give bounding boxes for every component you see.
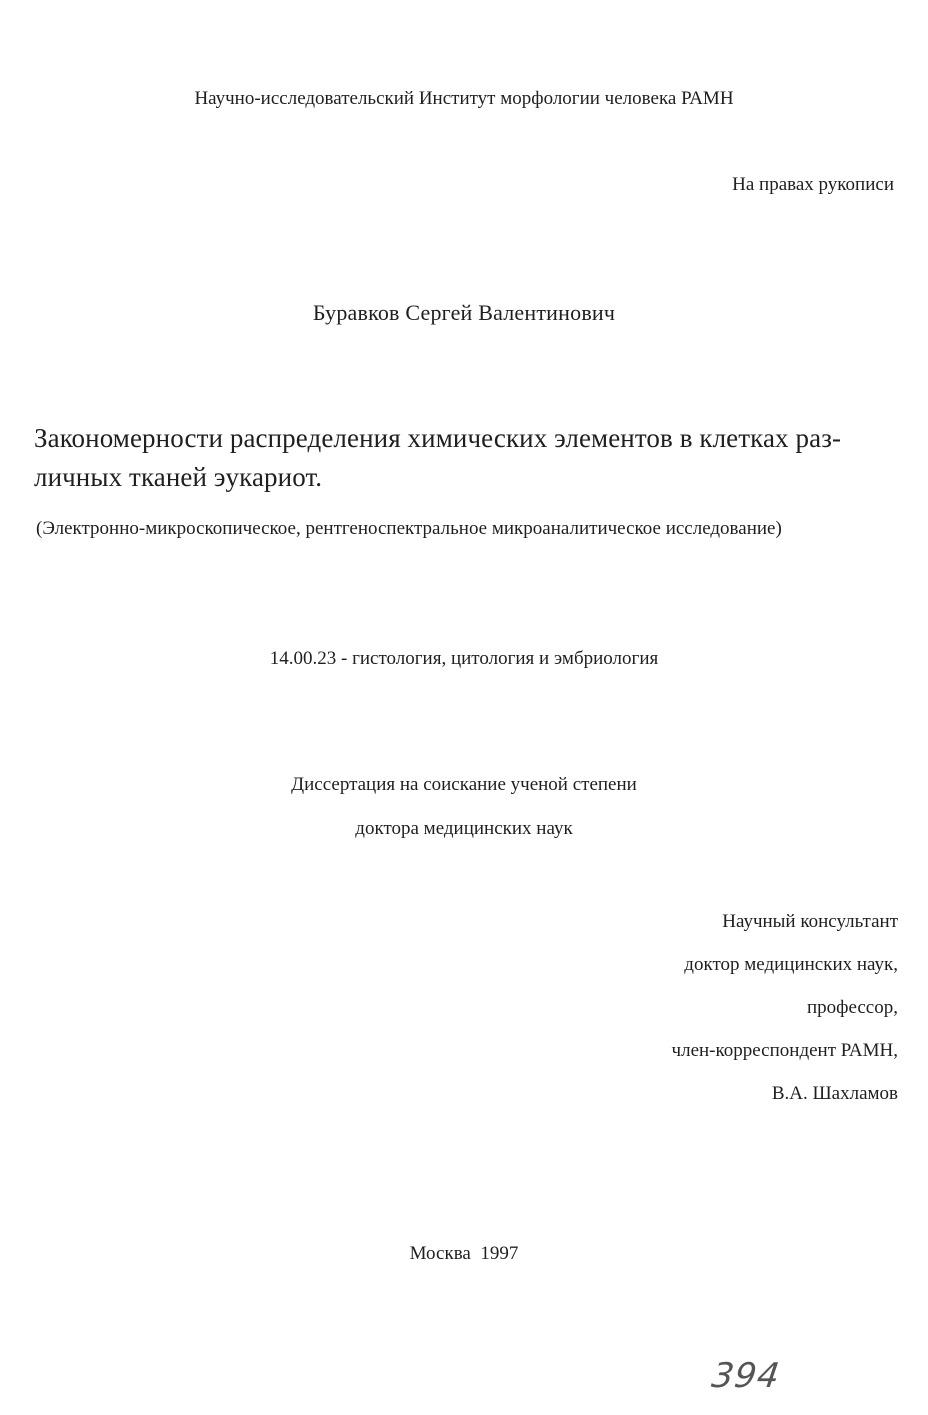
title-line-2: личных тканей эукариот. [34,462,323,492]
dissertation-line-2: доктора медицинских наук [355,818,573,839]
dissertation-line-1: Диссертация на соискание ученой степени [291,774,637,795]
specialty-code: 14.00.23 - гистология, цитология и эмбриология [269,648,659,669]
title-line-1: Закономерности распределения химических элементов в клетках раз- [34,423,842,453]
rights-notice: На правах рукописи [732,174,894,195]
consultant-block [672,900,898,1115]
place-year: Москва 1997 [409,1243,519,1264]
consultant-line-2: доктор медицинских наук, [684,954,898,975]
consultant-line-1: Научный консультант [722,911,898,932]
author-name: Буравков Сергей Валентинович [312,300,616,325]
consultant-line-4: член-корреспондент РАМН, [671,1040,898,1061]
consultant-line-5: В.А. Шахламов [771,1083,898,1104]
consultant-line-3: профессор, [806,997,898,1018]
subtitle: (Электронно-микроскопическое, рентгеноспектральное микроаналитическое исследование) [36,518,782,539]
handwritten-page-number: 394 [709,1356,783,1396]
institute-name: Научно-исследовательский Институт морфологии человека РАМН [194,88,734,109]
